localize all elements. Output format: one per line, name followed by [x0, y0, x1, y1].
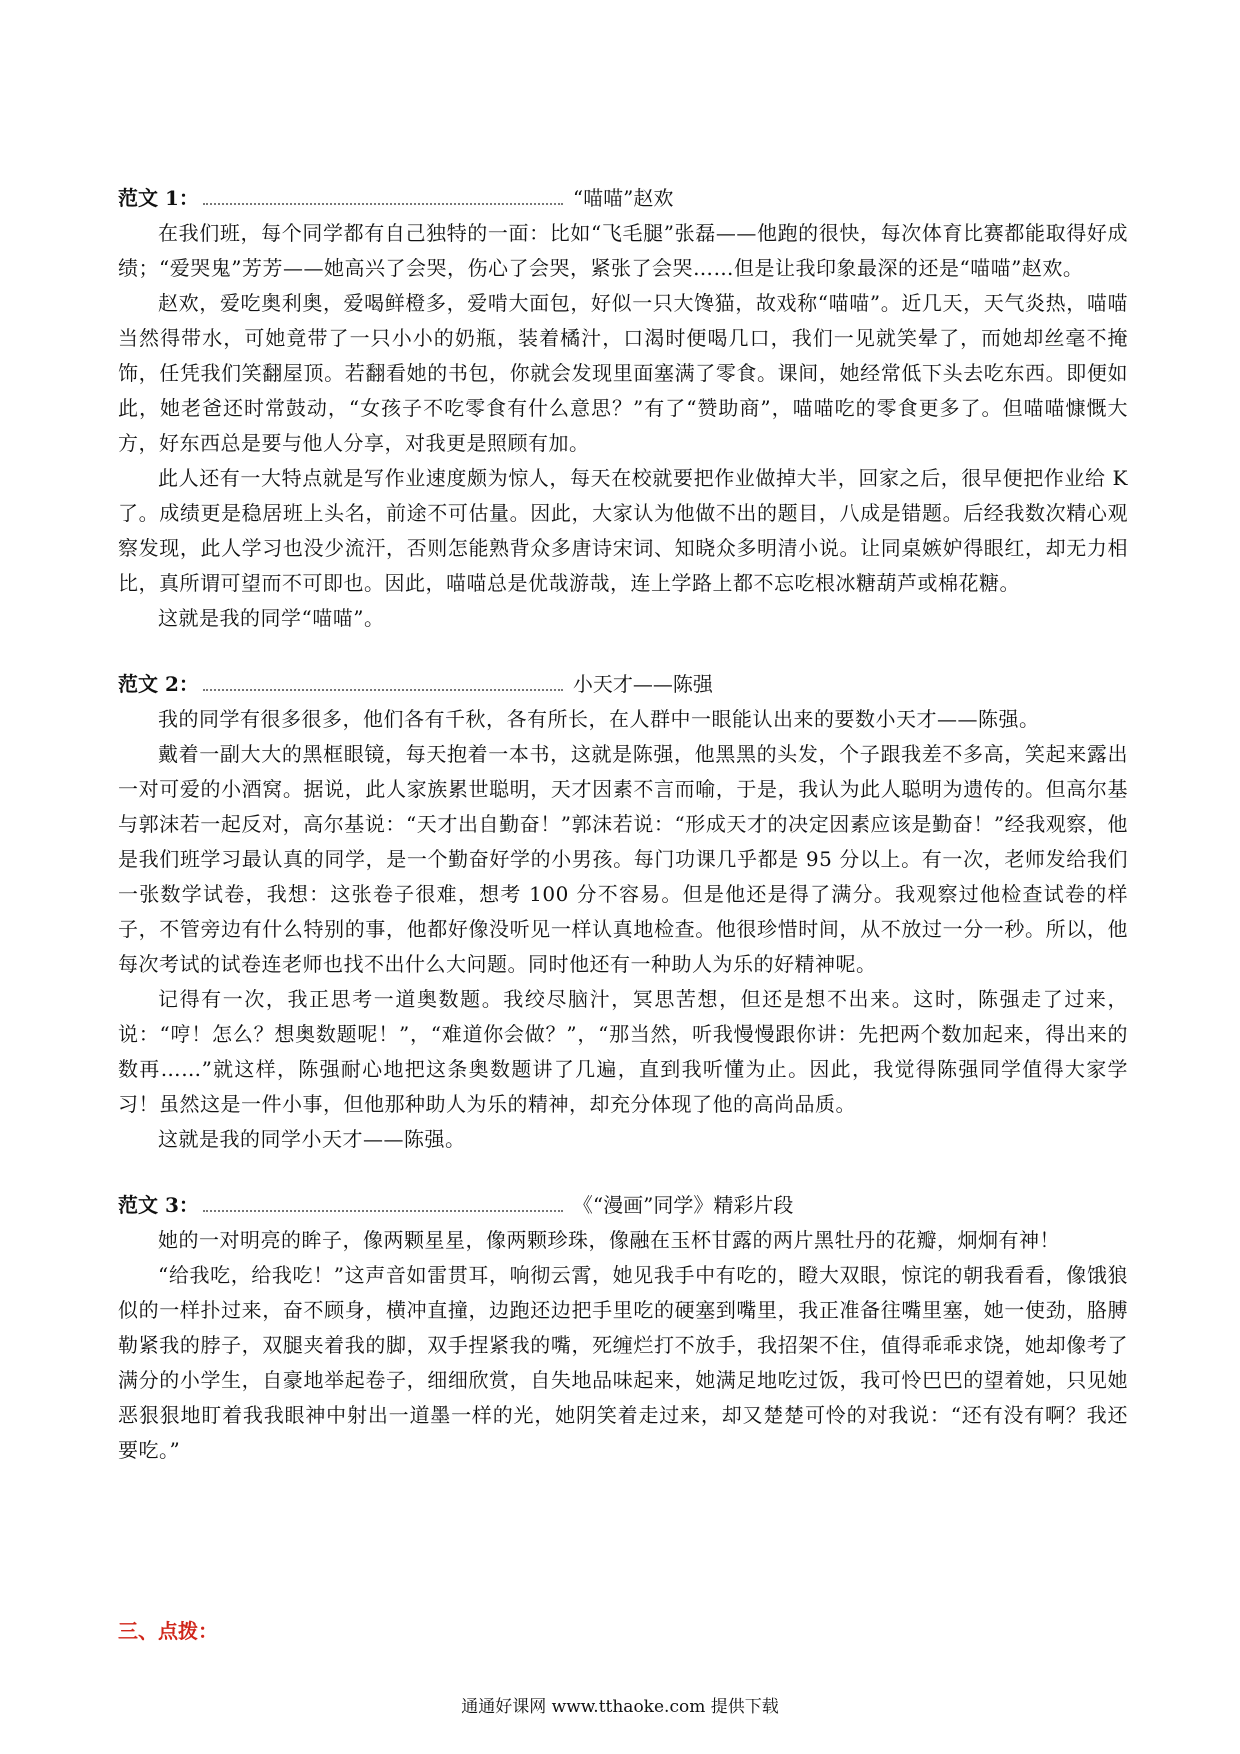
dotted-leader: [203, 197, 563, 205]
paragraph: 在我们班，每个同学都有自己独特的一面：比如“飞毛腿”张磊——他跑的很快，每次体育比赛都能取得好成绩；“爱哭鬼”芳芳——她高兴了会哭，伤心了会哭，紧张了会哭……但是让我印象最深的还是“喵喵”赵欢。: [118, 221, 1128, 280]
page-footer: 通通好课网 www.tthaoke.com 提供下载: [461, 1697, 779, 1717]
dotted-leader: [203, 683, 563, 691]
essay-heading: [118, 666, 1128, 702]
dotted-leader: [203, 1204, 563, 1212]
section-heading: 三、点拨：: [118, 1619, 218, 1643]
document-body: [118, 180, 1128, 1498]
essay-heading: [118, 180, 1128, 216]
essay-label: 范文 3：: [118, 1193, 199, 1217]
essay-title: “喵喵”赵欢: [572, 186, 674, 210]
essay-label: 范文 2：: [118, 672, 199, 696]
paragraph: 她的一对明亮的眸子，像两颗星星，像两颗珍珠，像融在玉杯甘露的两片黑牡丹的花瓣，炯炯有神！: [158, 1228, 1060, 1252]
essay-title: 《“漫画”同学》精彩片段: [572, 1193, 794, 1217]
essay-label: 范文 1：: [118, 186, 199, 210]
essay-2: [118, 666, 1128, 1157]
paragraph: “给我吃，给我吃！”这声音如雷贯耳，响彻云霄，她见我手中有吃的，瞪大双眼，惊诧的朝我看看，像饿狼似的一样扑过来，奋不顾身，横冲直撞，边跑还边把手里吃的硬塞到嘴里，我正准备往嘴里塞，她一使劲，胳膊勒紧我的脖子，双腿夹着我的脚，双手捏紧我的嘴，死缠烂打不放手，我招架不住，值得乖乖求饶，她却像考了满分的小学生，自豪地举起卷子，细细欣赏，自失地品味起来，她满足地吃过饭，我可怜巴巴的望着她，只见她恶狠狠地盯着我我眼神中射出一道墨一样的光，她阴笑着走过来，却又楚楚可怜的对我说：“还有没有啊？我还要吃。”: [118, 1263, 1128, 1462]
essay-3: [118, 1187, 1128, 1468]
paragraph: 这就是我的同学“喵喵”。: [158, 606, 385, 630]
paragraph: 我的同学有很多很多，他们各有千秋，各有所长，在人群中一眼能认出来的要数小天才——陈强。: [158, 707, 1040, 731]
paragraph: 此人还有一大特点就是写作业速度颇为惊人，每天在校就要把作业做掉大半，回家之后，很早便把作业给 K 了。成绩更是稳居班上头名，前途不可估量。因此，大家认为他做不出的题目，八成是错题。后经我数次精心观察发现，此人学习也没少流汗，否则怎能熟背众多唐诗宋词、知晓众多明清小说。让同桌嫉妒得眼红，却无力相比，真所谓可望而不可即也。因此，喵喵总是优哉游哉，连上学路上都不忘吃根冰糖葫芦或棉花糖。: [118, 466, 1128, 595]
essay-title: 小天才——陈强: [572, 672, 713, 696]
essay-heading: [118, 1187, 1128, 1223]
paragraph: 记得有一次，我正思考一道奥数题。我绞尽脑汁，冥思苦想，但还是想不出来。这时，陈强走了过来，说：“哼！怎么？想奥数题呢！”，“难道你会做？”，“那当然，听我慢慢跟你讲：先把两个数加起来，得出来的数再……”就这样，陈强耐心地把这条奥数题讲了几遍，直到我听懂为止。因此，我觉得陈强同学值得大家学习！虽然这是一件小事，但他那种助人为乐的精神，却充分体现了他的高尚品质。: [118, 987, 1128, 1116]
paragraph: 这就是我的同学小天才——陈强。: [158, 1127, 466, 1151]
essay-1: [118, 180, 1128, 636]
paragraph: 戴着一副大大的黑框眼镜，每天抱着一本书，这就是陈强，他黑黑的头发，个子跟我差不多高，笑起来露出一对可爱的小酒窝。据说，此人家族累世聪明，天才因素不言而喻，于是，我认为此人聪明为遗传的。但高尔基与郭沫若一起反对，高尔基说：“天才出自勤奋！”郭沫若说：“形成天才的决定因素应该是勤奋！”经我观察，他是我们班学习最认真的同学，是一个勤奋好学的小男孩。每门功课几乎都是 95 分以上。有一次，老师发给我们一张数学试卷，我想：这张卷子很难，想考 100 分不容易。但是他还是得了满分。我观察过他检查试卷的样子，不管旁边有什么特别的事，他都好像没听见一样认真地检查。他很珍惜时间，从不放过一分一秒。所以，他每次考试的试卷连老师也找不出什么大问题。同时他还有一种助人为乐的好精神呢。: [118, 742, 1128, 976]
paragraph: 赵欢，爱吃奥利奥，爱喝鲜橙多，爱啃大面包，好似一只大馋猫，故戏称“喵喵”。近几天，天气炎热，喵喵当然得带水，可她竟带了一只小小的奶瓶，装着橘汁，口渴时便喝几口，我们一见就笑晕了，而她却丝毫不掩饰，任凭我们笑翻屋顶。若翻看她的书包，你就会发现里面塞满了零食。课间，她经常低下头去吃东西。即便如此，她老爸还时常鼓动，“女孩子不吃零食有什么意思？”有了“赞助商”，喵喵吃的零食更多了。但喵喵慷慨大方，好东西总是要与他人分享，对我更是照顾有加。: [118, 291, 1128, 455]
